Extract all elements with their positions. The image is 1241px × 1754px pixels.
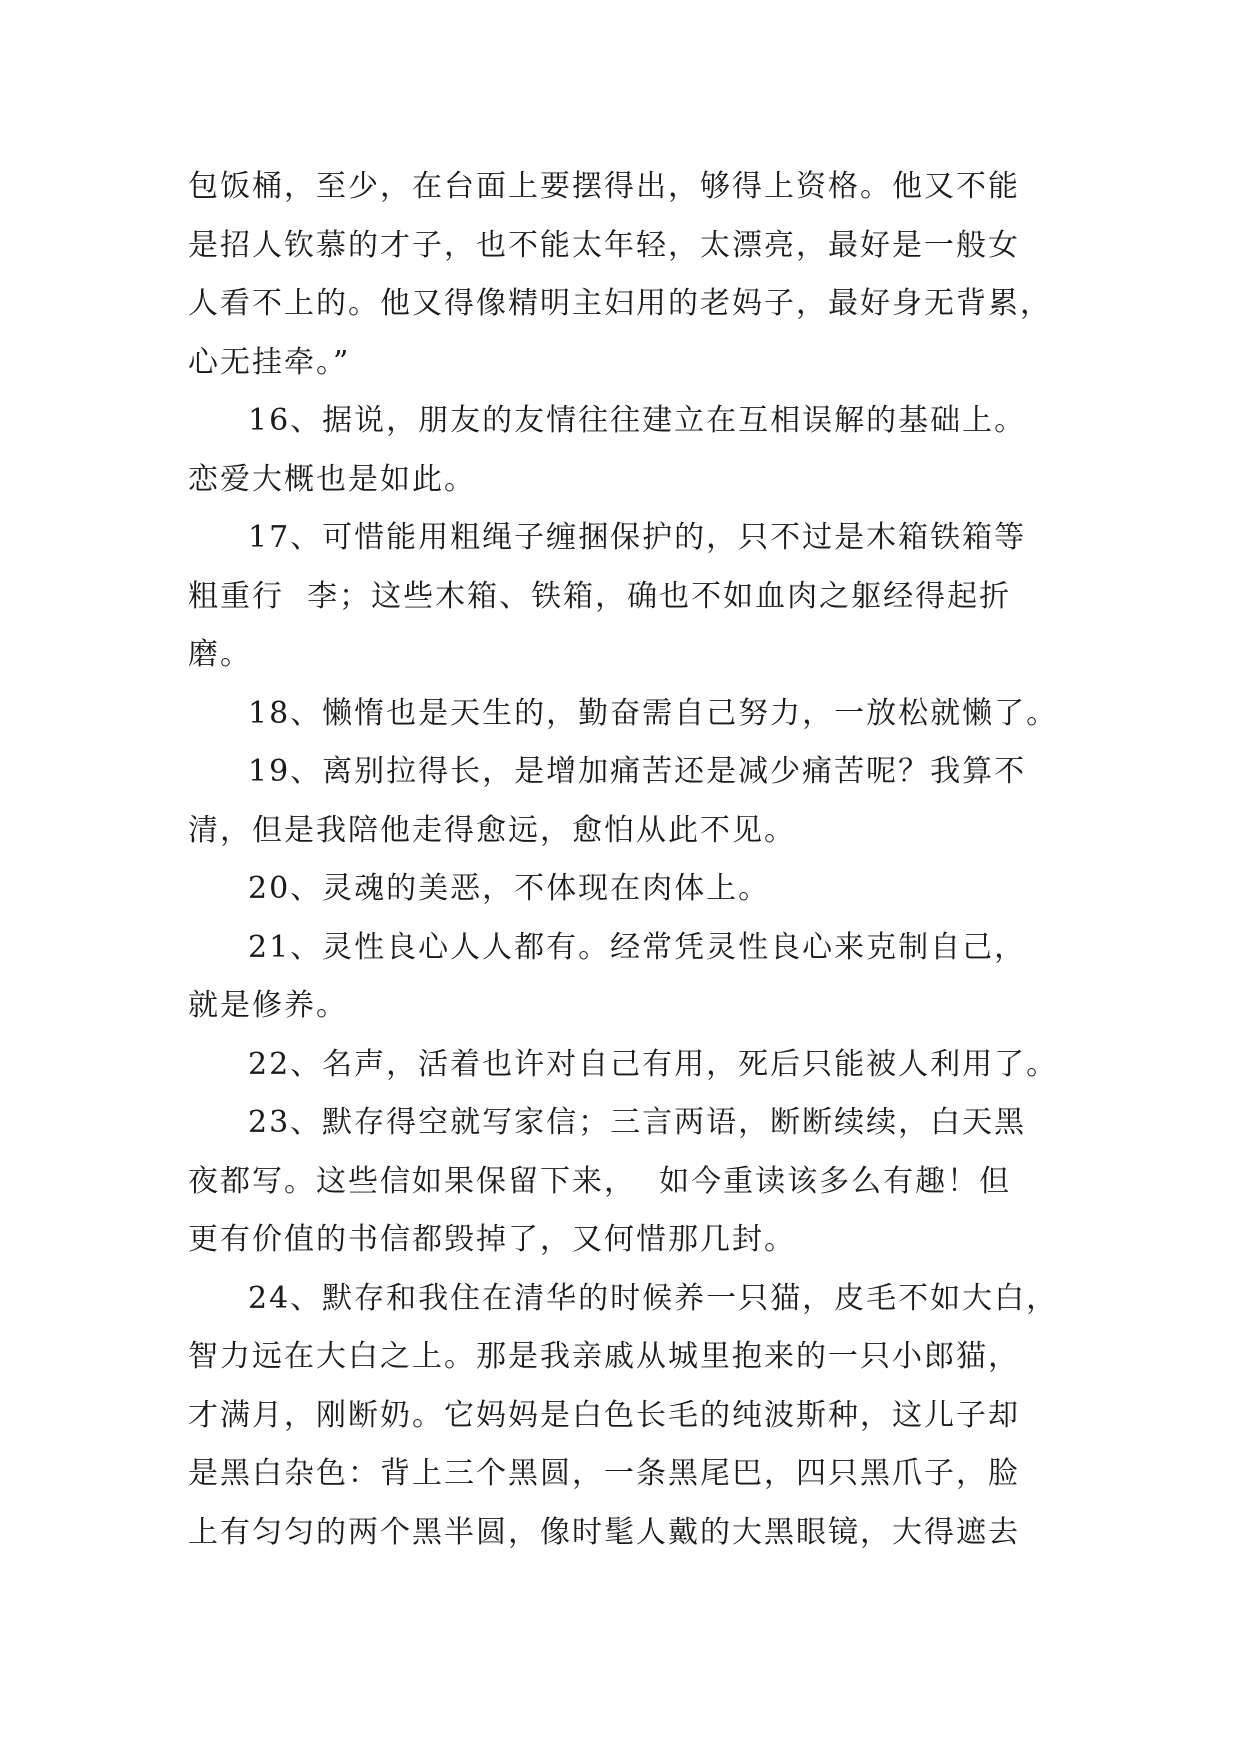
text-line: 19、离别拉得长，是增加痛苦还是减少痛苦呢？我算不 <box>248 754 1027 789</box>
text-line: 包饭桶，至少，在台面上要摆得出，够得上资格。他又不能 <box>188 169 1020 204</box>
text-line: 人看不上的。他又得像精明主妇用的老妈子，最好身无背累， <box>188 286 1052 321</box>
text-line: 17、可惜能用粗绳子缠捆保护的，只不过是木箱铁箱等 <box>248 520 1027 555</box>
text-line: 智力远在大白之上。那是我亲戚从城里抱来的一只小郎猫， <box>188 1339 1020 1374</box>
text-line: 21、灵性良心人人都有。经常凭灵性良心来克制自己， <box>248 929 1027 965</box>
text-line: 20、灵魂的美恶，不体现在肉体上。 <box>248 871 771 906</box>
text-line: 才满月，刚断奶。它妈妈是白色长毛的纯波斯种，这儿子却 <box>188 1397 1020 1433</box>
text-line: 磨。 <box>188 637 252 672</box>
text-line: 24、默存和我住在清华的时候养一只猫，皮毛不如大白， <box>248 1280 1059 1316</box>
text-line: 23、默存得空就写家信；三言两语，断断续续，白天黑 <box>248 1105 1027 1140</box>
text-line: 16、据说，朋友的友情往往建立在互相误解的基础上。 <box>248 403 1027 438</box>
text-line: 是招人钦慕的才子，也不能太年轻，太漂亮，最好是一般女 <box>188 227 1020 263</box>
text-line: 是黑白杂色：背上三个黑圆，一条黑尾巴，四只黑爪子，脸 <box>188 1456 1020 1491</box>
text-line: 夜都写。这些信如果保留下来， 如今重读该多么有趣！但 <box>188 1163 1012 1199</box>
text-line: 心无挂牵。” <box>188 344 351 380</box>
text-line: 18、懒惰也是天生的，勤奋需自己努力，一放松就懒了。 <box>248 695 1059 731</box>
text-line: 更有价值的书信都毁掉了，又何惜那几封。 <box>188 1222 796 1257</box>
text-line: 上有匀匀的两个黑半圆，像时髦人戴的大黑眼镜，大得遮去 <box>188 1514 1020 1550</box>
text-line: 恋爱大概也是如此。 <box>188 461 476 497</box>
text-line: 清，但是我陪他走得愈远，愈怕从此不见。 <box>188 812 796 848</box>
document-body <box>188 158 1068 1562</box>
text-line: 粗重行 李；这些木箱、铁箱，确也不如血肉之躯经得起折 <box>188 578 1012 614</box>
text-line: 22、名声，活着也许对自己有用，死后只能被人利用了。 <box>248 1046 1059 1082</box>
text-line: 就是修养。 <box>188 988 348 1023</box>
